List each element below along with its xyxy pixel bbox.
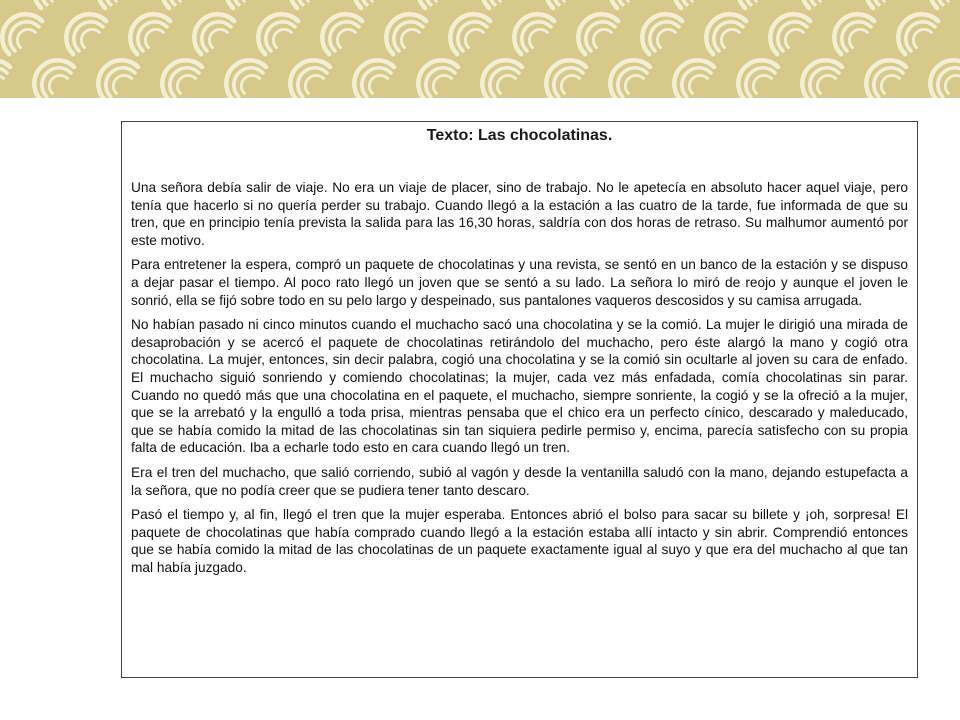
arc-swoosh-icon [802,60,842,98]
arc-swoosh-icon [738,60,778,98]
arc-swoosh-icon [546,0,586,8]
arc-swoosh-icon [194,14,234,54]
arc-swoosh-icon [706,14,746,54]
paragraph-4: Era el tren del muchacho, que salió corriendo, subió al vagón y desde la ventanilla saludó con la mano, dejando estupefacta a la señora, que no podía creer que se pudiera tener tanto descaro. [131,464,908,498]
arc-swoosh-icon [34,60,74,98]
arc-swoosh-icon [642,14,682,54]
arc-swoosh-icon [930,0,960,8]
arc-swoosh-icon [66,14,106,54]
arc-swoosh-icon [34,0,74,8]
document-title: Texto: Las chocolatinas. [426,127,613,144]
paragraph-5: Pasó el tiempo y, al fin, llegó el tren que la mujer esperaba. Entonces abrió el bolso para sacar su billete y ¡oh, sorpresa! El paquete de chocolatinas que había comprado cuando llegó a la estación estaba allí intacto y sin abrir. Comprendió entonces que se había comido la mitad de las chocolatinas de un paquete exactamente igual al suyo y que era del muchacho al que tan mal había juzgado. [131,507,908,575]
arc-swoosh-icon [930,60,960,98]
arc-swoosh-icon [0,0,10,8]
paragraph-3: No habían pasado ni cinco minutos cuando el muchacho sacó una chocolatina y se la comió. La mujer le dirigió una mirada de desaprobación y se acercó el paquete de chocolatinas retirándolo del muchacho, pero éste alargó la mano y cogió otra chocolatina. La mujer, entonces, sin decir palabra, cogió una chocolatina y se la comió sin ocultarle al joven su cara de enfado. El muchacho siguió sonriendo y comiendo chocolatinas; la mujer, cada vez más enfadada, comía chocolatinas sin parar. Cuando no quedó más que una chocolatina en el paquete, el muchacho, siempre sonriente, la cogió y se la ofreció a la mujer, que se la arrebató y la engulló a toda prisa, mientras pensaba que el chico era un perfecto cínico, descarado y maleducado, que se había comido la mitad de las chocolatinas sin tan siquiera pedirle permiso y, encima, parecía satisfecho con su propia falta de educación. Iba a echarle todo esto en cara cuando llegó un tren. [131,317,908,456]
arc-swoosh-icon [610,0,650,8]
arc-swoosh-icon [482,60,522,98]
arc-swoosh-icon [226,0,266,8]
arc-swoosh-icon [450,14,490,54]
arc-swoosh-icon [802,0,842,8]
arc-swoosh-icon [162,0,202,8]
arc-swoosh-icon [290,60,330,98]
arc-swoosh-icon [130,14,170,54]
arc-swoosh-icon [866,60,906,98]
arc-swoosh-icon [610,60,650,98]
arc-swoosh-icon [290,0,330,8]
decorative-banner [0,0,960,98]
arc-swoosh-icon [514,14,554,54]
arc-swoosh-icon [2,14,42,54]
arc-swoosh-icon [386,14,426,54]
text-box [121,121,918,678]
arc-swoosh-icon [674,60,714,98]
banner-pattern [0,0,960,98]
paragraph-1: Una señora debía salir de viaje. No era un viaje de placer, sino de trabajo. No le apetecía en absoluto hacer aquel viaje, pero tenía que hacerlo si no quería perder su trabajo. Cuando llegó a la estación a las cuatro de la tarde, fue informada de que su tren, que en principio tenía prevista la salida para las 16,30 horas, saldría con dos horas de retraso. Su malhumor aumentó por este motivo. [131,180,908,248]
arc-swoosh-icon [226,60,266,98]
arc-swoosh-icon [546,60,586,98]
arc-swoosh-icon [770,14,810,54]
arc-swoosh-icon [738,0,778,8]
arc-swoosh-icon [162,60,202,98]
arc-swoosh-icon [98,0,138,8]
arc-swoosh-icon [674,0,714,8]
arc-swoosh-icon [834,14,874,54]
arc-swoosh-icon [418,0,458,8]
arc-swoosh-icon [0,60,10,98]
paragraph-2: Para entretener la espera, compró un paquete de chocolatinas y una revista, se sentó en un banco de la estación y se dispuso a dejar pasar el tiempo. Al poco rato llegó un joven que se sentó a su lado. La señora lo miró de reojo y aunque el joven le sonrió, ella se fijó sobre todo en su pelo largo y despeinado, sus pantalones vaqueros descosidos y su camisa arrugada. [131,257,908,308]
arc-swoosh-icon [418,60,458,98]
arc-swoosh-icon [322,14,362,54]
arc-swoosh-icon [354,60,394,98]
document-body [131,179,908,576]
arc-swoosh-icon [258,14,298,54]
arc-swoosh-icon [98,60,138,98]
arc-swoosh-icon [482,0,522,8]
arc-swoosh-icon [578,14,618,54]
arc-swoosh-icon [866,0,906,8]
arc-swoosh-icon [354,0,394,8]
arc-swoosh-icon [898,14,938,54]
